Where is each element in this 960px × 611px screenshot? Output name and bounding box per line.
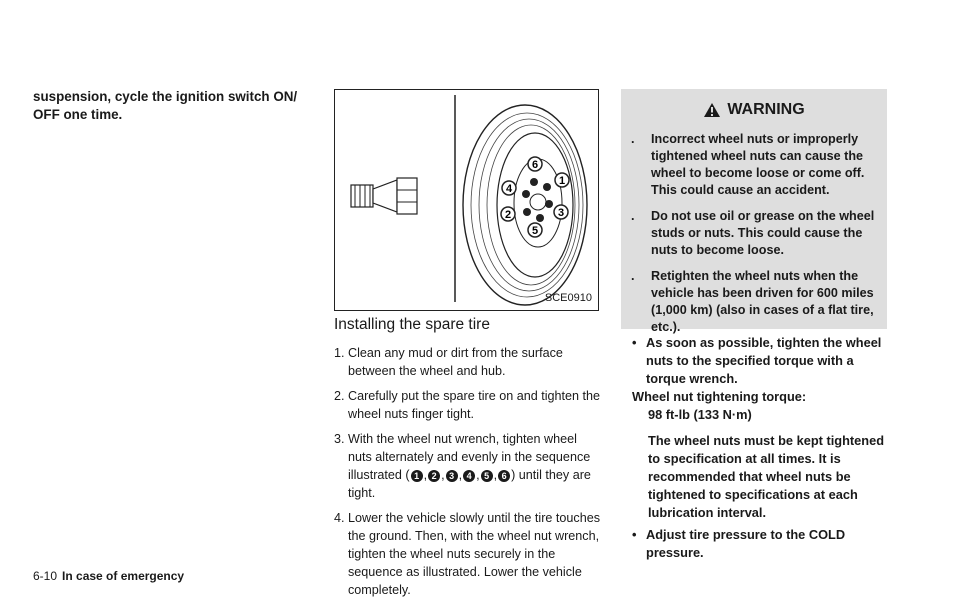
warning-triangle-icon <box>703 102 721 118</box>
step-2 <box>334 387 602 423</box>
warning-text: Incorrect wheel nuts or improperly tightened wheel nuts can cause the wheel to become loose or come off. This could cause an accident. <box>651 132 865 197</box>
torque-value: 98 ft-lb (133 N·m) <box>648 407 752 422</box>
bullet-glyph: • <box>632 527 637 542</box>
seq-1-icon: 1 <box>411 470 423 482</box>
bullet-glyph: • <box>632 335 637 350</box>
bullet-text: As soon as possible, tighten the wheel nuts to the specified torque with a torque wrench. <box>646 335 882 386</box>
torque-section <box>632 334 887 562</box>
bullet-text: Adjust tire pressure to the COLD pressure. <box>646 527 846 560</box>
section-title: Installing the spare tire <box>334 316 490 333</box>
step-text: Lower the vehicle slowly until the tire touches the ground. Then, with the wheel nut wrench, tighten the wheel nuts securely in the sequence as illustrated. Lower the vehicle completely. <box>348 511 601 597</box>
seq-5-icon: 5 <box>481 470 493 482</box>
bullet-glyph: . <box>631 269 635 283</box>
step-number: 1. <box>334 346 345 360</box>
step-3: 3. With the wheel nut wrench, tighten wheel nuts alternately and evenly in the sequence illustrated ( 1 , 2 , 3 , 4 , 5 , 6 ) until they are tight. <box>334 432 591 500</box>
bullet-glyph: . <box>631 132 635 146</box>
torque-bullet-1 <box>632 334 887 388</box>
callout-2: 2 <box>504 209 512 221</box>
step-text: With the wheel nut wrench, tighten wheel nuts alternately and evenly in the sequence illustrated ( <box>348 432 591 482</box>
warning-item <box>631 268 877 336</box>
callout-4: 4 <box>505 183 513 195</box>
step-number: 4. <box>334 511 345 525</box>
warning-text: Retighten the wheel nuts when the vehicle has been driven for 600 miles (1,000 km) (also in cases of a flat tire, etc.). <box>651 269 874 334</box>
installing-section <box>334 316 602 606</box>
figure-code: SCE0910 <box>544 292 592 304</box>
warning-title: WARNING <box>727 101 805 118</box>
step-text-end: ) until they are tight. <box>348 468 591 500</box>
tire-drawing <box>463 105 587 305</box>
step-number: 3. <box>334 432 345 446</box>
wheel-nut-drawing <box>351 178 417 214</box>
callout-6: 6 <box>531 159 539 171</box>
warning-list <box>621 131 887 336</box>
warning-header <box>621 101 887 119</box>
steps-list <box>334 344 602 599</box>
chapter-title: In case of emergency <box>62 569 185 583</box>
bullet-glyph: . <box>631 209 635 223</box>
seq-2-icon: 2 <box>428 470 440 482</box>
callout-5: 5 <box>531 225 539 237</box>
warning-item <box>631 131 877 199</box>
callout-3: 3 <box>557 207 565 219</box>
warning-box <box>621 89 887 334</box>
torque-label: Wheel nut tightening torque: <box>632 389 807 404</box>
wheel-nut-illustration <box>335 90 598 310</box>
continued-text: suspension, cycle the ignition switch ON/ OFF one time. <box>33 89 298 122</box>
page-footer <box>33 569 184 583</box>
warning-text: Do not use oil or grease on the wheel studs or nuts. This could cause the nuts to become loose. <box>651 209 875 257</box>
page-number: 6-10 <box>33 569 58 583</box>
torque-note: The wheel nuts must be kept tightened to specification at all times. It is recommended that wheel nuts be tightened to specifications at each lubrication interval. <box>648 433 885 520</box>
callout-1: 1 <box>558 175 566 187</box>
wheel-nut-figure <box>334 89 599 311</box>
seq-3-icon: 3 <box>446 470 458 482</box>
step-text: Clean any mud or dirt from the surface between the wheel and hub. <box>348 346 563 378</box>
step-1 <box>334 344 602 380</box>
continued-paragraph <box>33 88 318 123</box>
step-text: Carefully put the spare tire on and tighten the wheel nuts finger tight. <box>348 389 601 421</box>
step-number: 2. <box>334 389 345 403</box>
seq-6-icon: 6 <box>498 470 510 482</box>
warning-item <box>631 208 877 259</box>
step-4 <box>334 509 602 599</box>
seq-4-icon: 4 <box>463 470 475 482</box>
torque-bullet-2 <box>632 526 887 562</box>
